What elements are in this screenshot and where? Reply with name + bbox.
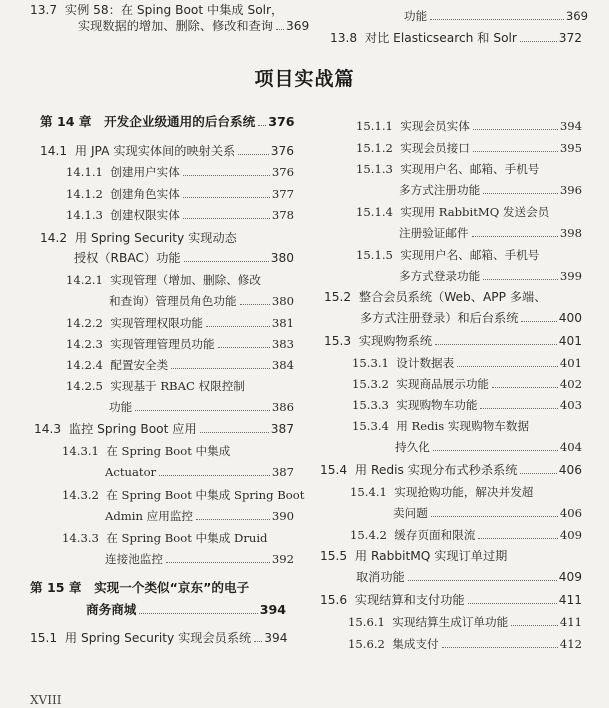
entry-number: 15.1.5 <box>356 248 393 262</box>
dot-leader <box>183 175 270 176</box>
entry-title: 用 RabbitMQ 实现订单过期 <box>354 549 508 563</box>
entry-title: 实现购物系统 <box>358 334 433 348</box>
dot-leader <box>171 368 270 369</box>
entry-title: 创建用户实体 <box>110 165 180 179</box>
entry-title: 实现用户名、邮箱、手机号 <box>400 248 540 262</box>
part-heading: 项目实战篇 <box>254 68 355 90</box>
dot-leader <box>511 625 558 626</box>
entry-title: 实现用户名、邮箱、手机号 <box>400 162 540 176</box>
entry-title-continued: 多方式登录功能 <box>399 269 481 283</box>
entry-title: 在 Spring Boot 中集成 Spring Boot <box>106 488 305 502</box>
dot-leader <box>431 516 558 517</box>
toc-entry-15-4-1 <box>350 484 582 521</box>
toc-entry-14-1-2 <box>66 186 294 202</box>
dot-leader <box>276 29 284 30</box>
dot-leader <box>492 387 558 388</box>
entry-number: 14.1 <box>40 144 68 158</box>
entry-title: 实现会员实体 <box>400 119 470 133</box>
toc-entry-14-2 <box>40 230 294 266</box>
page-number: 378 <box>271 208 294 222</box>
entry-number: 15.3.1 <box>352 356 389 370</box>
entry-number: 15.5 <box>320 549 348 563</box>
entry-number: 15.1.2 <box>356 141 393 155</box>
page-number: 396 <box>559 183 582 197</box>
dot-leader <box>238 154 269 155</box>
dot-leader <box>520 41 557 42</box>
entry-number: 15.1.4 <box>356 205 393 219</box>
entry-title: 用 JPA 实现实体间的映射关系 <box>74 144 236 158</box>
entry-title: 实现管理（增加、删除、修改 <box>110 273 261 287</box>
entry-number: 14.3.1 <box>62 444 99 458</box>
page-number: 401 <box>558 334 582 348</box>
entry-title: 用 Redis 实现购物车数据 <box>396 419 530 433</box>
entry-title: 集成支付 <box>392 637 439 651</box>
page-number: 376 <box>270 144 294 158</box>
entry-number: 15.1 <box>30 631 58 645</box>
entry-number: 14.2.3 <box>66 337 103 351</box>
toc-entry-14-2-4 <box>66 357 294 373</box>
entry-title: 创建权限实体 <box>110 208 180 222</box>
toc-entry-continued <box>318 8 588 24</box>
entry-title: 对比 Elasticsearch 和 Solr <box>364 31 517 45</box>
entry-number: 15.6 <box>320 593 348 607</box>
dot-leader <box>159 475 270 476</box>
dot-leader <box>433 450 558 451</box>
page-number: 376 <box>271 165 294 179</box>
page-number: 384 <box>271 358 294 372</box>
entry-number: 15.4.1 <box>350 485 387 499</box>
entry-number: 15.6.1 <box>348 615 385 629</box>
page-number: 406 <box>559 506 582 520</box>
page-number: 394 <box>264 631 288 645</box>
dot-leader <box>483 279 558 280</box>
dot-leader <box>483 193 558 194</box>
dot-leader <box>472 236 558 237</box>
toc-entry-15-4 <box>320 462 582 478</box>
entry-number: 14.2.2 <box>66 316 103 330</box>
entry-title-continued: 连接池监控 <box>105 552 163 566</box>
dot-leader <box>254 641 262 642</box>
entry-title-continued: 注册验证邮件 <box>399 226 469 240</box>
entry-title: 用 Spring Security 实现会员系统 <box>64 631 252 645</box>
dot-leader <box>166 562 270 563</box>
page-number: 402 <box>559 377 582 391</box>
entry-number: 14.1.2 <box>66 187 103 201</box>
dot-leader <box>430 19 564 20</box>
page-number: 400 <box>558 311 582 325</box>
page-number: 401 <box>559 356 582 370</box>
entry-title-continued: 授权（RBAC）功能 <box>74 251 181 265</box>
entry-title-continued: 功能 <box>404 9 428 23</box>
entry-title: 用 Spring Security 实现动态 <box>74 231 237 245</box>
page-number: 409 <box>559 528 582 542</box>
page-number: 372 <box>558 31 582 45</box>
toc-entry-15-6-1 <box>348 614 582 630</box>
toc-entry-14-1 <box>40 143 294 159</box>
dot-leader <box>442 647 558 648</box>
entry-title-continued: 持久化 <box>395 440 430 454</box>
page-number: 404 <box>559 440 582 454</box>
entry-title: 实现管理权限功能 <box>110 316 204 330</box>
entry-title: 实现购物车功能 <box>396 398 478 412</box>
toc-entry-15-3-3 <box>352 397 582 413</box>
toc-entry-14-3-3 <box>62 530 294 567</box>
page-number: 412 <box>559 637 582 651</box>
entry-title-continued: 卖问题 <box>393 506 428 520</box>
page-number: 387 <box>271 465 294 479</box>
page-number: 381 <box>271 316 294 330</box>
toc-entry-15-1-3 <box>356 161 582 198</box>
toc-entry-14-3-1 <box>62 443 294 480</box>
entry-title: 缓存页面和限流 <box>394 528 476 542</box>
toc-entry-15-1-2 <box>356 140 582 156</box>
toc-entry-13-7 <box>30 2 310 34</box>
entry-title: 实现结算和支付功能 <box>354 593 465 607</box>
entry-title-continued: Actuator <box>105 465 157 479</box>
page-number: 383 <box>271 337 294 351</box>
page-number: 380 <box>270 251 294 265</box>
toc-entry-15-6 <box>320 592 582 608</box>
entry-number: 15.2 <box>324 290 352 304</box>
entry-number: 14.2.1 <box>66 273 103 287</box>
toc-entry-14-1-3 <box>66 207 294 223</box>
dot-leader <box>183 218 270 219</box>
dot-leader <box>139 613 257 614</box>
entry-title: 用 Redis 实现分布式秒杀系统 <box>354 463 518 477</box>
toc-entry-14-1-1 <box>66 164 294 180</box>
dot-leader <box>520 473 556 474</box>
page-number: 398 <box>559 226 582 240</box>
toc-entry-15-3-2 <box>352 376 582 392</box>
page-number: 406 <box>558 463 582 477</box>
entry-number: 15.1.1 <box>356 119 393 133</box>
chapter-title-continued: 商务商城 <box>86 602 137 617</box>
toc-entry-14-2-3 <box>66 336 294 352</box>
entry-number: 14.3 <box>34 422 62 436</box>
entry-number: 14.3.3 <box>62 531 99 545</box>
dot-leader <box>196 519 270 520</box>
entry-title: 实例 58：在 Sping Boot 中集成 Solr， <box>64 3 284 17</box>
page-number: 409 <box>558 570 582 584</box>
dot-leader <box>184 261 269 262</box>
toc-entry-14-3-2 <box>62 487 305 524</box>
entry-title: 在 Spring Boot 中集成 <box>106 444 231 458</box>
page-number: 390 <box>271 509 294 523</box>
toc-entry-15-3-4 <box>352 418 582 455</box>
dot-leader <box>473 151 558 152</box>
entry-number: 15.3.2 <box>352 377 389 391</box>
toc-entry-14-2-2 <box>66 315 294 331</box>
toc-entry-15-1-5 <box>356 247 582 284</box>
entry-title-continued: 多方式注册功能 <box>399 183 481 197</box>
entry-title: 实现会员接口 <box>400 141 470 155</box>
page-footer-number: XVIII <box>30 693 62 707</box>
entry-number: 15.4 <box>320 463 348 477</box>
entry-title: 实现结算生成订单功能 <box>392 615 509 629</box>
entry-title: 设计数据表 <box>396 356 455 370</box>
dot-leader <box>218 347 270 348</box>
page-number: 376 <box>268 114 295 129</box>
toc-entry-13-8 <box>330 30 582 46</box>
entry-number: 15.1.3 <box>356 162 393 176</box>
chapter-title: 第 15 章 实现一个类似“京东”的电子 <box>30 580 250 595</box>
entry-title: 实现商品展示功能 <box>396 377 490 391</box>
toc-entry-15-2 <box>324 289 582 326</box>
dot-leader <box>480 408 557 409</box>
dot-leader <box>408 580 557 581</box>
entry-number: 15.3.3 <box>352 398 389 412</box>
toc-chapter-14 <box>40 114 294 130</box>
entry-title-continued: 实现数据的增加、删除、修改和查询 <box>78 19 273 33</box>
entry-title-continued: 多方式注册登录）和后台系统 <box>360 311 519 325</box>
entry-number: 15.3.4 <box>352 419 389 433</box>
toc-entry-15-1-1 <box>356 118 582 134</box>
page-number: 369 <box>565 9 588 23</box>
entry-number: 15.4.2 <box>350 528 387 542</box>
entry-title: 整合会员系统（Web、APP 多端、 <box>358 290 547 304</box>
toc-chapter-15 <box>30 580 286 618</box>
toc-entry-14-2-5 <box>66 378 294 415</box>
dot-leader <box>521 321 556 322</box>
toc-entry-15-5 <box>320 548 582 585</box>
page-number: 377 <box>271 187 294 201</box>
entry-title: 实现用 RabbitMQ 发送会员 <box>400 205 550 219</box>
page-number: 392 <box>271 552 294 566</box>
entry-number: 14.2 <box>40 231 68 245</box>
dot-leader <box>200 432 269 433</box>
entry-title-continued: 取消功能 <box>356 570 405 584</box>
page-number: 394 <box>559 119 582 133</box>
page-number: 411 <box>559 615 582 629</box>
dot-leader <box>457 366 558 367</box>
page-number: 399 <box>559 269 582 283</box>
dot-leader <box>468 603 557 604</box>
dot-leader <box>206 326 270 327</box>
toc-entry-15-4-2 <box>350 527 582 543</box>
entry-title: 创建角色实体 <box>110 187 180 201</box>
dot-leader <box>240 304 270 305</box>
toc-entry-15-6-2 <box>348 636 582 652</box>
entry-number: 14.1.3 <box>66 208 103 222</box>
entry-title: 实现管理管理员功能 <box>110 337 215 351</box>
entry-number: 15.3 <box>324 334 352 348</box>
entry-number: 14.3.2 <box>62 488 99 502</box>
entry-title: 配置安全类 <box>110 358 169 372</box>
toc-entry-15-1 <box>30 630 286 646</box>
entry-title-continued: 功能 <box>109 400 133 414</box>
dot-leader <box>478 538 557 539</box>
entry-title: 实现基于 RBAC 权限控制 <box>110 379 245 393</box>
toc-entry-14-2-1 <box>66 272 294 309</box>
toc-entry-15-1-4 <box>356 204 582 241</box>
dot-leader <box>135 410 270 411</box>
dot-leader <box>473 129 558 130</box>
chapter-title: 第 14 章 开发企业级通用的后台系统 <box>40 114 256 129</box>
entry-number: 14.2.4 <box>66 358 103 372</box>
entry-title-continued: Admin 应用监控 <box>105 509 194 523</box>
page-number: 403 <box>559 398 582 412</box>
page-number: 369 <box>286 19 310 33</box>
page-number: 380 <box>271 294 294 308</box>
toc-entry-14-3 <box>34 421 294 437</box>
entry-number: 15.6.2 <box>348 637 385 651</box>
entry-number: 13.8 <box>330 31 358 45</box>
entry-number: 14.1.1 <box>66 165 103 179</box>
entry-title: 监控 Spring Boot 应用 <box>68 422 197 436</box>
toc-entry-15-3 <box>324 333 582 349</box>
page-number: 394 <box>259 602 286 617</box>
entry-number: 14.2.5 <box>66 379 103 393</box>
entry-title: 在 Spring Boot 中集成 Druid <box>106 531 268 545</box>
page-number: 387 <box>270 422 294 436</box>
dot-leader <box>435 344 557 345</box>
page-number: 386 <box>271 400 294 414</box>
entry-title-continued: 和查询）管理员角色功能 <box>109 294 237 308</box>
entry-title: 实现抢购功能，解决并发超 <box>394 485 534 499</box>
page-number: 411 <box>558 593 582 607</box>
entry-number: 13.7 <box>30 3 58 17</box>
page-number: 395 <box>559 141 582 155</box>
toc-entry-15-3-1 <box>352 355 582 371</box>
dot-leader <box>258 125 266 126</box>
dot-leader <box>183 197 270 198</box>
